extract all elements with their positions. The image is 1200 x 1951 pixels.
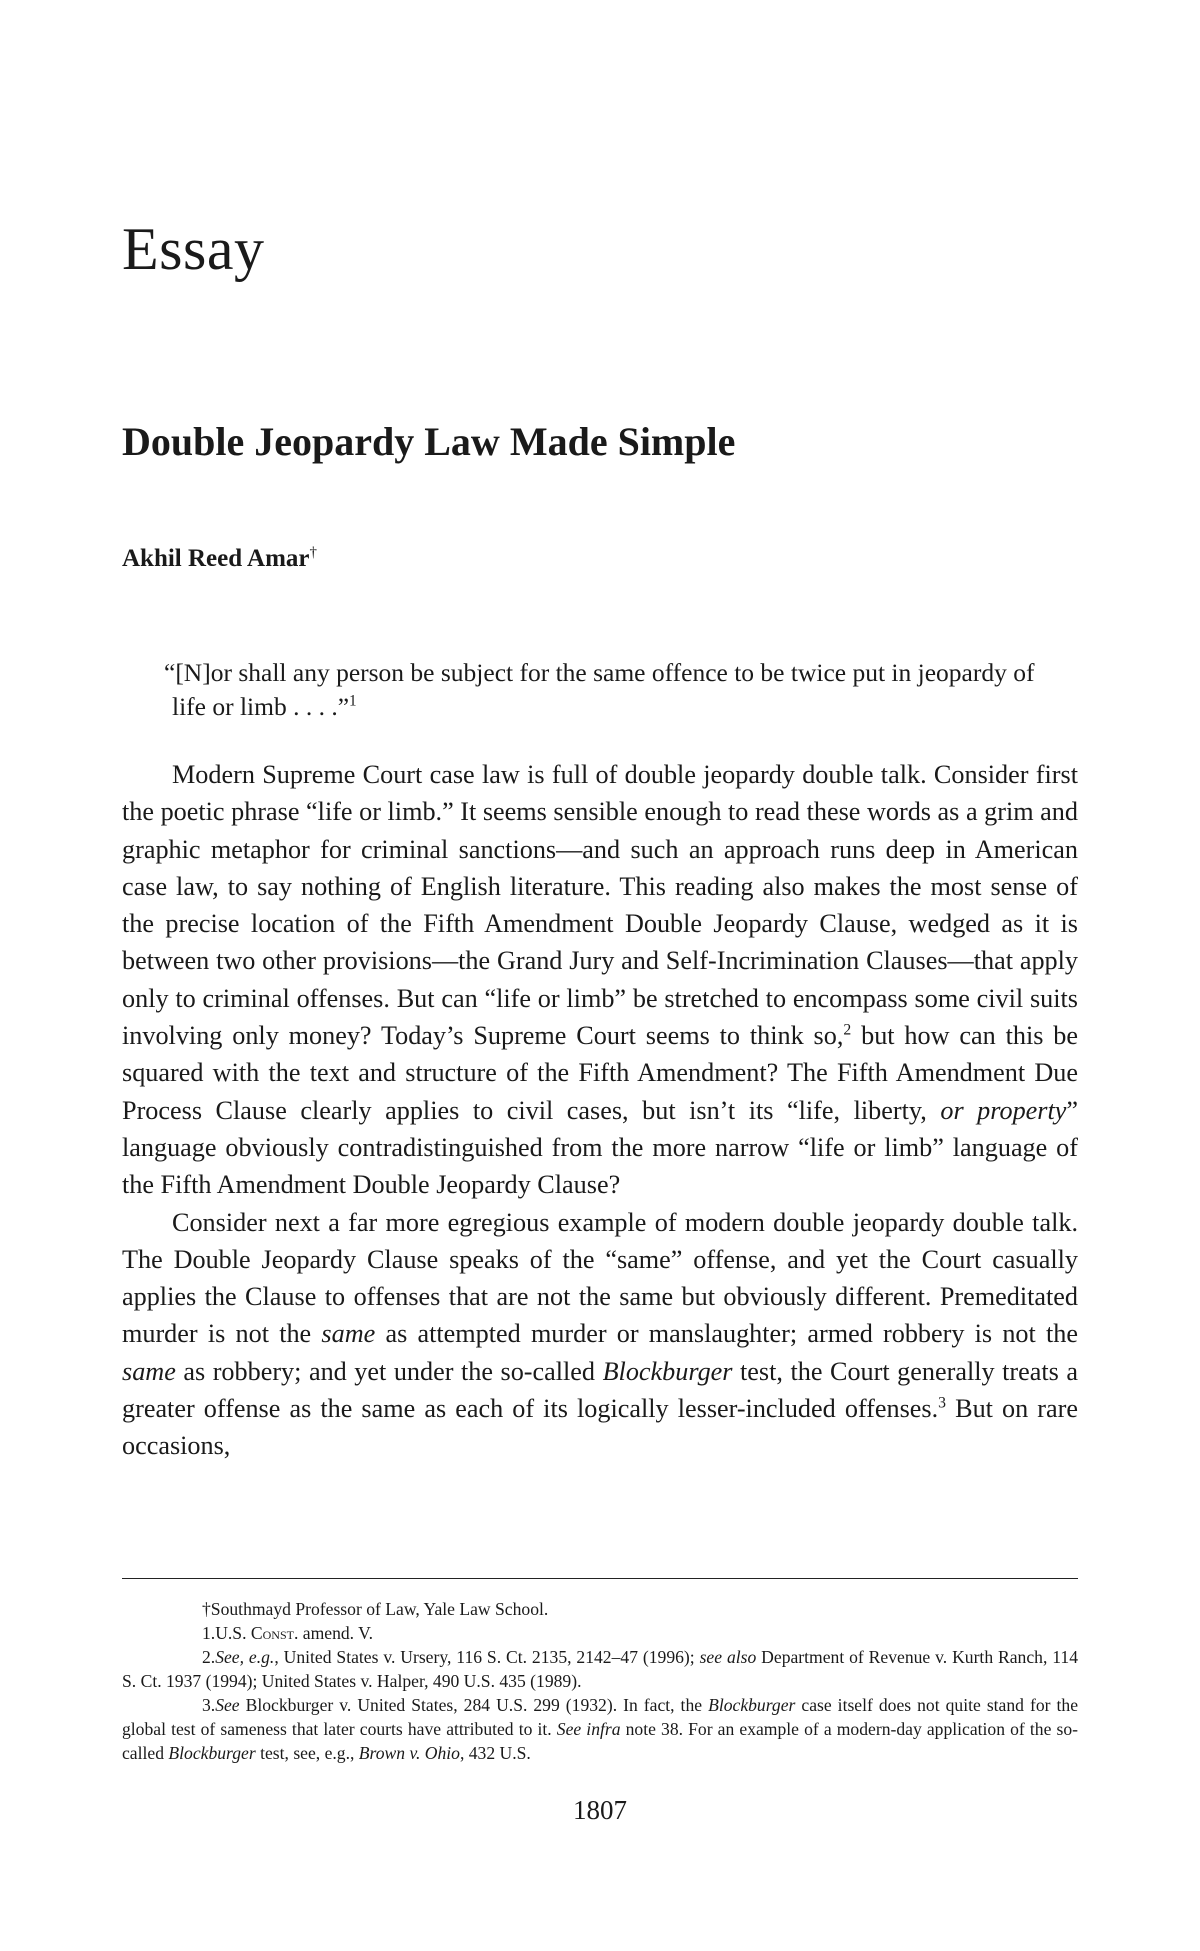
section-label: Essay bbox=[122, 216, 265, 282]
footnote-divider bbox=[122, 1578, 1078, 1579]
signal-emphasis: See bbox=[215, 1695, 240, 1715]
footnote-text: U.S. bbox=[215, 1623, 251, 1643]
footnote-text: Blockburger v. United States, 284 U.S. 299 (1932). In fact, the bbox=[239, 1695, 709, 1715]
footnote-ref-1: 1 bbox=[349, 692, 357, 710]
footnote-text: Southmayd Professor of Law, Yale Law School. bbox=[210, 1599, 549, 1619]
footnotes-section bbox=[122, 1597, 1078, 1765]
footnote-mark: 2. bbox=[202, 1647, 216, 1667]
footnote-mark: † bbox=[202, 1599, 211, 1619]
footnote-ref-2: 2 bbox=[843, 1021, 852, 1039]
case-name-emphasis: Blockburger bbox=[168, 1743, 256, 1763]
body-text-run: ” language obviously contradistinguished from the more narrow “life or limb” language of the Fifth Amendment Double Jeopardy Clause? bbox=[122, 1095, 1078, 1200]
author-footnote-mark: † bbox=[309, 544, 317, 561]
signal-emphasis: see also bbox=[699, 1647, 757, 1667]
body-text-run: But on rare occasions, bbox=[122, 1394, 1078, 1461]
signal-emphasis: See, e.g. bbox=[215, 1647, 275, 1667]
footnote-text: test, see, e.g., bbox=[255, 1743, 359, 1763]
article-title: Double Jeopardy Law Made Simple bbox=[122, 419, 736, 464]
article-body bbox=[122, 756, 1078, 1465]
footnote-1 bbox=[122, 1621, 1078, 1645]
signal-emphasis: See infra bbox=[556, 1719, 621, 1739]
footnote-ref-3: 3 bbox=[938, 1394, 947, 1412]
emphasis-text: or property bbox=[940, 1095, 1067, 1125]
emphasis-text: same bbox=[122, 1356, 176, 1386]
footnote-text: , 432 U.S. bbox=[459, 1743, 531, 1763]
case-name-emphasis: Blockburger bbox=[708, 1695, 796, 1715]
body-text-run: but how can this be squared with the text and structure of the Fifth Amendment? The Fifth Amendment Due Process Clause clearly applies to civil cases, but isn’t its “life, liberty, bbox=[122, 1021, 1078, 1125]
body-text-run: Consider next a far more egregious example of modern double jeopardy double talk. The Double Jeopardy Clause speaks of the “same” offense, and yet the Court casually applies the Clause to offenses that are not the same but obviously different. Premeditated murder is not the bbox=[122, 1207, 1078, 1349]
footnote-2 bbox=[122, 1645, 1078, 1693]
footnote-text: , United States v. Ursery, 116 S. Ct. 2135, 2142–47 (1996); bbox=[274, 1647, 700, 1667]
case-name-emphasis: Blockburger bbox=[602, 1356, 733, 1386]
footnote-text: case itself does not quite stand for the global test of sameness that later courts have attributed to it. bbox=[122, 1695, 1078, 1739]
body-paragraph-2 bbox=[122, 1204, 1078, 1465]
body-text-run: as robbery; and yet under the so-called bbox=[175, 1356, 603, 1386]
footnote-text: note 38. For an example of a modern-day application of the so-called bbox=[122, 1719, 1078, 1763]
footnote-mark: 3. bbox=[202, 1695, 216, 1715]
body-paragraph-1 bbox=[122, 756, 1078, 1204]
author-byline bbox=[122, 545, 317, 573]
emphasis-text: same bbox=[321, 1319, 376, 1349]
footnote-3 bbox=[122, 1693, 1078, 1765]
footnote-text: Const. bbox=[250, 1623, 299, 1643]
author-name: Akhil Reed Amar bbox=[122, 545, 310, 572]
footnote-mark: 1. bbox=[202, 1623, 216, 1643]
epigraph-text: “[N]or shall any person be subject for the same offence to be twice put in jeopardy of life or limb . . . .” bbox=[164, 658, 1035, 721]
footnote-dagger bbox=[122, 1597, 1078, 1621]
body-text-run: as attempted murder or manslaughter; armed robbery is not the bbox=[375, 1319, 1079, 1349]
footnote-text: Department of Revenue v. Kurth Ranch, 114 S. Ct. 1937 (1994); United States v. Halper, 490 U.S. 435 (1989). bbox=[122, 1647, 1078, 1691]
case-name-emphasis: Brown v. Ohio bbox=[358, 1743, 460, 1763]
footnote-text: amend. V. bbox=[298, 1623, 373, 1643]
epigraph-quote bbox=[164, 656, 1042, 724]
body-text-run: Modern Supreme Court case law is full of double jeopardy double talk. Consider first the poetic phrase “life or limb.” It seems sensible enough to read these words as a grim and graphic metaphor for criminal sanctions—and such an approach runs deep in American case law, to say nothing of English literature. This reading also makes the most sense of the precise location of the Fifth Amendment Double Jeopardy Clause, wedged as it is between two other provisions—the Grand Jury and Self-Incrimination Clauses—that apply only to criminal offenses. But can “life or limb” be stretched to encompass some civil suits involving only money? Today’s Supreme Court seems to think so, bbox=[122, 760, 1078, 1051]
page-number: 1807 bbox=[573, 1795, 627, 1825]
body-text-run: test, the Court generally treats a greater offense as the same as each of its logically lesser-included offenses. bbox=[122, 1356, 1078, 1424]
